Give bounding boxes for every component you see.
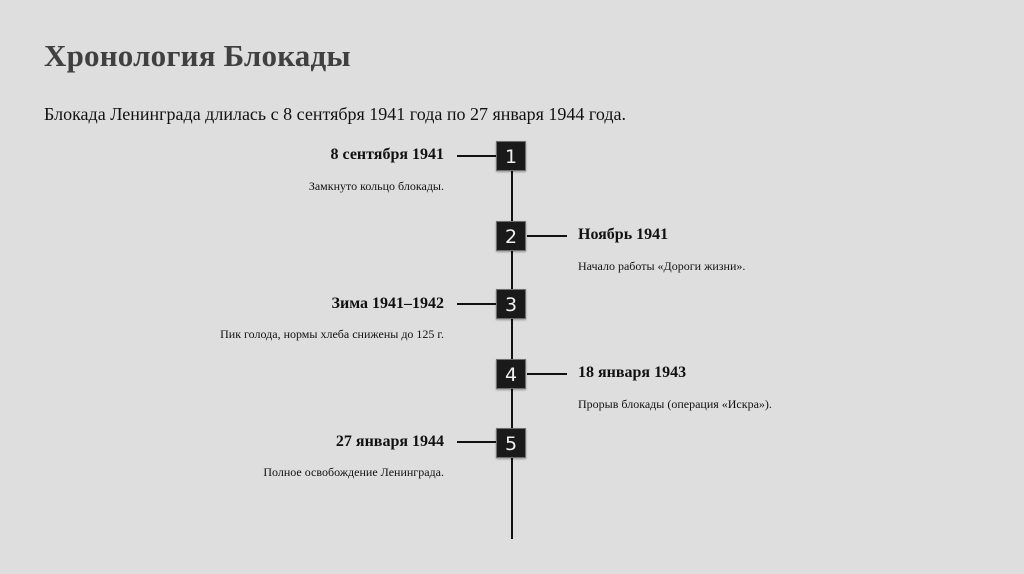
timeline-event-description: Полное освобождение Ленинграда. — [263, 465, 444, 479]
timeline-event-date: 8 сентября 1941 — [330, 146, 444, 163]
timeline-connector — [457, 155, 497, 157]
timeline-event-description: Замкнуто кольцо блокады. — [308, 179, 444, 193]
timeline-connector — [457, 441, 497, 443]
timeline-event-description: Прорыв блокады (операция «Искра»). — [578, 397, 772, 411]
timeline-axis — [511, 156, 513, 539]
timeline-event-date: Зима 1941–1942 — [331, 295, 444, 312]
timeline-number-box: 1 — [496, 141, 526, 171]
timeline-number-box: 2 — [496, 221, 526, 251]
timeline-event-date: 27 января 1944 — [335, 433, 444, 450]
timeline-number-box: 4 — [496, 359, 526, 389]
timeline-number-box: 5 — [496, 428, 526, 458]
timeline-event-description: Пик голода, нормы хлеба снижены до 125 г. — [220, 327, 444, 341]
slide-title: Хронология Блокады — [44, 38, 351, 73]
slide-subtitle: Блокада Ленинграда длилась с 8 сентября 1941 года по 27 января 1944 года. — [44, 104, 626, 124]
timeline-event-date: 18 января 1943 — [578, 364, 687, 381]
timeline-connector — [527, 373, 567, 375]
timeline-event-description: Начало работы «Дороги жизни». — [578, 259, 746, 273]
timeline-number-box: 3 — [496, 289, 526, 319]
timeline-connector — [457, 303, 497, 305]
timeline-event-date: Ноябрь 1941 — [578, 226, 669, 243]
timeline-connector — [527, 235, 567, 237]
